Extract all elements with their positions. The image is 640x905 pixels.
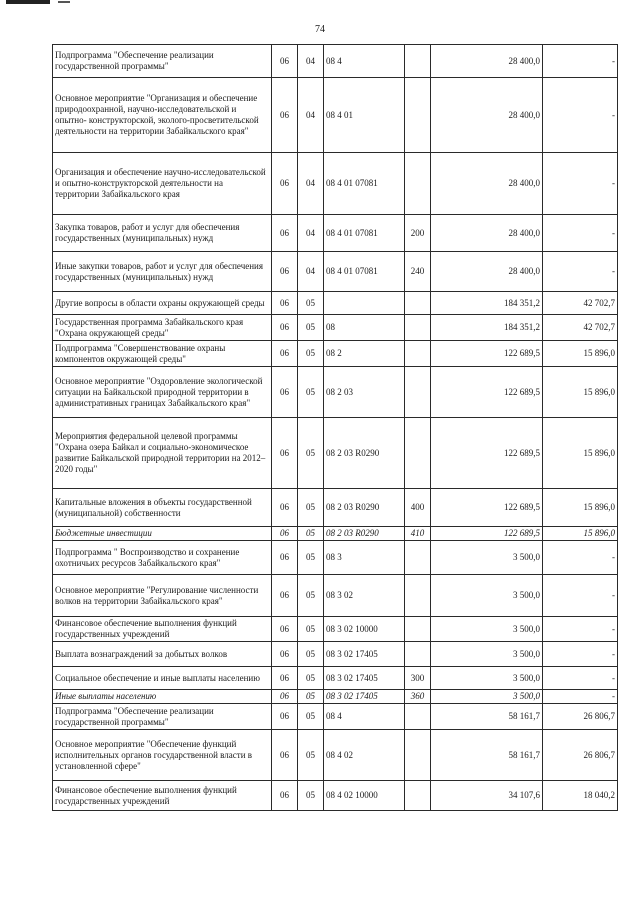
page-number: 74: [315, 24, 325, 35]
cell-expense-type: [405, 575, 431, 617]
cell-amount-federal: -: [543, 252, 618, 292]
cell-amount-federal: -: [543, 642, 618, 667]
cell-target-article: 08 4 01 07081: [324, 153, 405, 215]
cell-razdel: 06: [272, 575, 298, 617]
cell-podrazdel: 05: [298, 527, 324, 541]
cell-expense-type: [405, 704, 431, 730]
cell-target-article: 08 3: [324, 541, 405, 575]
cell-target-article: 08 2 03 R0290: [324, 489, 405, 527]
cell-amount-federal: -: [543, 541, 618, 575]
table-body: [53, 45, 618, 811]
cell-amount-federal: 15 896,0: [543, 527, 618, 541]
cell-razdel: 06: [272, 527, 298, 541]
scan-mark: [58, 1, 70, 3]
cell-name: Основное мероприятие "Организация и обеспечение природоохранной, научно-исследовательской и опытно- конструкторской, эколого-просветительской деятельности на территории Забайкальского края": [53, 78, 272, 153]
cell-razdel: 06: [272, 215, 298, 252]
cell-expense-type: [405, 45, 431, 78]
cell-razdel: 06: [272, 704, 298, 730]
cell-name: Капитальные вложения в объекты государственной (муниципальной) собственности: [53, 489, 272, 527]
cell-podrazdel: 04: [298, 153, 324, 215]
cell-amount-total: 28 400,0: [431, 153, 543, 215]
cell-amount-total: 3 500,0: [431, 541, 543, 575]
cell-amount-total: 58 161,7: [431, 730, 543, 781]
cell-amount-total: 28 400,0: [431, 78, 543, 153]
cell-name: Организация и обеспечение научно-исследовательской и опытно-конструкторской деятельности на территории Забайкальского края: [53, 153, 272, 215]
table-row: [53, 367, 618, 418]
cell-name: Выплата вознаграждений за добытых волков: [53, 642, 272, 667]
cell-razdel: 06: [272, 541, 298, 575]
cell-name: Закупка товаров, работ и услуг для обеспечения государственных (муниципальных) нужд: [53, 215, 272, 252]
cell-podrazdel: 05: [298, 730, 324, 781]
table-row: [53, 575, 618, 617]
cell-podrazdel: 05: [298, 418, 324, 489]
cell-podrazdel: 05: [298, 541, 324, 575]
cell-amount-total: 122 689,5: [431, 418, 543, 489]
cell-razdel: 06: [272, 367, 298, 418]
cell-podrazdel: 05: [298, 617, 324, 642]
table-row: [53, 315, 618, 341]
cell-podrazdel: 05: [298, 781, 324, 811]
cell-target-article: 08 2 03 R0290: [324, 418, 405, 489]
cell-amount-federal: 15 896,0: [543, 341, 618, 367]
cell-amount-total: 3 500,0: [431, 642, 543, 667]
cell-amount-federal: 15 896,0: [543, 418, 618, 489]
cell-amount-total: 3 500,0: [431, 617, 543, 642]
cell-target-article: 08 3 02 10000: [324, 617, 405, 642]
cell-expense-type: 300: [405, 667, 431, 690]
cell-amount-total: 122 689,5: [431, 341, 543, 367]
cell-razdel: 06: [272, 730, 298, 781]
cell-target-article: 08: [324, 315, 405, 341]
cell-expense-type: 240: [405, 252, 431, 292]
cell-expense-type: [405, 153, 431, 215]
cell-razdel: 06: [272, 292, 298, 315]
cell-expense-type: [405, 292, 431, 315]
cell-amount-total: 3 500,0: [431, 575, 543, 617]
cell-target-article: 08 4 02: [324, 730, 405, 781]
cell-amount-federal: -: [543, 690, 618, 704]
cell-name: Финансовое обеспечение выполнения функций государственных учреждений: [53, 781, 272, 811]
cell-podrazdel: 04: [298, 45, 324, 78]
cell-expense-type: 200: [405, 215, 431, 252]
cell-razdel: 06: [272, 781, 298, 811]
table-row: [53, 341, 618, 367]
cell-podrazdel: 05: [298, 704, 324, 730]
cell-razdel: 06: [272, 489, 298, 527]
cell-expense-type: [405, 418, 431, 489]
cell-podrazdel: 04: [298, 252, 324, 292]
cell-expense-type: [405, 541, 431, 575]
cell-name: Другие вопросы в области охраны окружающей среды: [53, 292, 272, 315]
cell-expense-type: [405, 642, 431, 667]
table-row: [53, 252, 618, 292]
table-row: [53, 153, 618, 215]
cell-target-article: 08 4: [324, 704, 405, 730]
cell-amount-total: 184 351,2: [431, 315, 543, 341]
cell-amount-federal: -: [543, 575, 618, 617]
cell-expense-type: [405, 617, 431, 642]
cell-amount-federal: 15 896,0: [543, 489, 618, 527]
cell-name: Мероприятия федеральной целевой программы "Охрана озера Байкал и социально-экономическое развитие Байкальской природной территории на 2012–2020 годы": [53, 418, 272, 489]
cell-razdel: 06: [272, 252, 298, 292]
cell-name: Подпрограмма "Обеспечение реализации государственной программы": [53, 45, 272, 78]
cell-target-article: 08 3 02 17405: [324, 667, 405, 690]
cell-target-article: 08 3 02 17405: [324, 642, 405, 667]
cell-name: Бюджетные инвестиции: [53, 527, 272, 541]
cell-name: Основное мероприятие "Регулирование численности волков на территории Забайкальского края": [53, 575, 272, 617]
cell-name: Государственная программа Забайкальского края "Охрана окружающей среды": [53, 315, 272, 341]
cell-amount-federal: -: [543, 45, 618, 78]
cell-podrazdel: 05: [298, 292, 324, 315]
cell-razdel: 06: [272, 667, 298, 690]
cell-podrazdel: 05: [298, 341, 324, 367]
cell-name: Подпрограмма " Воспроизводство и сохранение охотничьих ресурсов Забайкальского края": [53, 541, 272, 575]
cell-podrazdel: 05: [298, 575, 324, 617]
budget-table: [52, 44, 618, 811]
table-row: [53, 617, 618, 642]
cell-razdel: 06: [272, 45, 298, 78]
cell-razdel: 06: [272, 153, 298, 215]
cell-name: Подпрограмма "Обеспечение реализации государственной программы": [53, 704, 272, 730]
cell-amount-total: 28 400,0: [431, 45, 543, 78]
cell-amount-total: 3 500,0: [431, 667, 543, 690]
cell-target-article: 08 4 02 10000: [324, 781, 405, 811]
cell-expense-type: [405, 730, 431, 781]
cell-name: Иные закупки товаров, работ и услуг для обеспечения государственных (муниципальных) нужд: [53, 252, 272, 292]
cell-amount-total: 184 351,2: [431, 292, 543, 315]
cell-expense-type: [405, 315, 431, 341]
table-row: [53, 78, 618, 153]
cell-amount-federal: 26 806,7: [543, 704, 618, 730]
cell-name: Иные выплаты населению: [53, 690, 272, 704]
cell-name: Финансовое обеспечение выполнения функций государственных учреждений: [53, 617, 272, 642]
table-row: [53, 292, 618, 315]
table-row: [53, 541, 618, 575]
cell-podrazdel: 05: [298, 690, 324, 704]
table-row: [53, 704, 618, 730]
cell-expense-type: [405, 341, 431, 367]
cell-amount-total: 3 500,0: [431, 690, 543, 704]
cell-target-article: [324, 292, 405, 315]
cell-podrazdel: 05: [298, 642, 324, 667]
cell-amount-total: 34 107,6: [431, 781, 543, 811]
cell-amount-federal: 18 040,2: [543, 781, 618, 811]
table-row: [53, 690, 618, 704]
table-row: [53, 489, 618, 527]
cell-razdel: 06: [272, 341, 298, 367]
cell-razdel: 06: [272, 315, 298, 341]
cell-podrazdel: 05: [298, 367, 324, 418]
cell-name: Подпрограмма "Совершенствование охраны компонентов окружающей среды": [53, 341, 272, 367]
cell-expense-type: 400: [405, 489, 431, 527]
cell-amount-federal: 15 896,0: [543, 367, 618, 418]
cell-razdel: 06: [272, 690, 298, 704]
cell-amount-total: 28 400,0: [431, 252, 543, 292]
cell-expense-type: 410: [405, 527, 431, 541]
cell-amount-federal: -: [543, 153, 618, 215]
table-row: [53, 215, 618, 252]
cell-name: Социальное обеспечение и иные выплаты населению: [53, 667, 272, 690]
cell-amount-federal: -: [543, 78, 618, 153]
cell-target-article: 08 4 01 07081: [324, 215, 405, 252]
cell-expense-type: [405, 781, 431, 811]
table-row: [53, 418, 618, 489]
table-row: [53, 667, 618, 690]
cell-amount-federal: 42 702,7: [543, 292, 618, 315]
cell-amount-federal: 42 702,7: [543, 315, 618, 341]
cell-amount-total: 122 689,5: [431, 367, 543, 418]
table-row: [53, 527, 618, 541]
cell-razdel: 06: [272, 78, 298, 153]
cell-amount-federal: -: [543, 667, 618, 690]
cell-expense-type: 360: [405, 690, 431, 704]
cell-amount-total: 58 161,7: [431, 704, 543, 730]
cell-podrazdel: 05: [298, 315, 324, 341]
table-row: [53, 781, 618, 811]
cell-target-article: 08 3 02: [324, 575, 405, 617]
cell-target-article: 08 4 01 07081: [324, 252, 405, 292]
table-row: [53, 730, 618, 781]
cell-podrazdel: 05: [298, 667, 324, 690]
cell-target-article: 08 2: [324, 341, 405, 367]
cell-name: Основное мероприятие "Оздоровление экологической ситуации на Байкальской природной территории в административных границах Забайкальского края": [53, 367, 272, 418]
cell-podrazdel: 04: [298, 78, 324, 153]
cell-razdel: 06: [272, 418, 298, 489]
table-row: [53, 45, 618, 78]
cell-amount-total: 122 689,5: [431, 527, 543, 541]
scan-mark: [6, 0, 50, 4]
cell-expense-type: [405, 367, 431, 418]
cell-target-article: 08 2 03: [324, 367, 405, 418]
cell-amount-total: 122 689,5: [431, 489, 543, 527]
table-row: [53, 642, 618, 667]
cell-target-article: 08 4 01: [324, 78, 405, 153]
cell-target-article: 08 3 02 17405: [324, 690, 405, 704]
cell-podrazdel: 04: [298, 215, 324, 252]
cell-target-article: 08 2 03 R0290: [324, 527, 405, 541]
cell-expense-type: [405, 78, 431, 153]
cell-razdel: 06: [272, 617, 298, 642]
cell-amount-federal: -: [543, 617, 618, 642]
cell-name: Основное мероприятие "Обеспечение функций исполнительных органов государственной власти в установленной сфере": [53, 730, 272, 781]
cell-amount-total: 28 400,0: [431, 215, 543, 252]
cell-target-article: 08 4: [324, 45, 405, 78]
cell-amount-federal: -: [543, 215, 618, 252]
cell-razdel: 06: [272, 642, 298, 667]
cell-amount-federal: 26 806,7: [543, 730, 618, 781]
cell-podrazdel: 05: [298, 489, 324, 527]
